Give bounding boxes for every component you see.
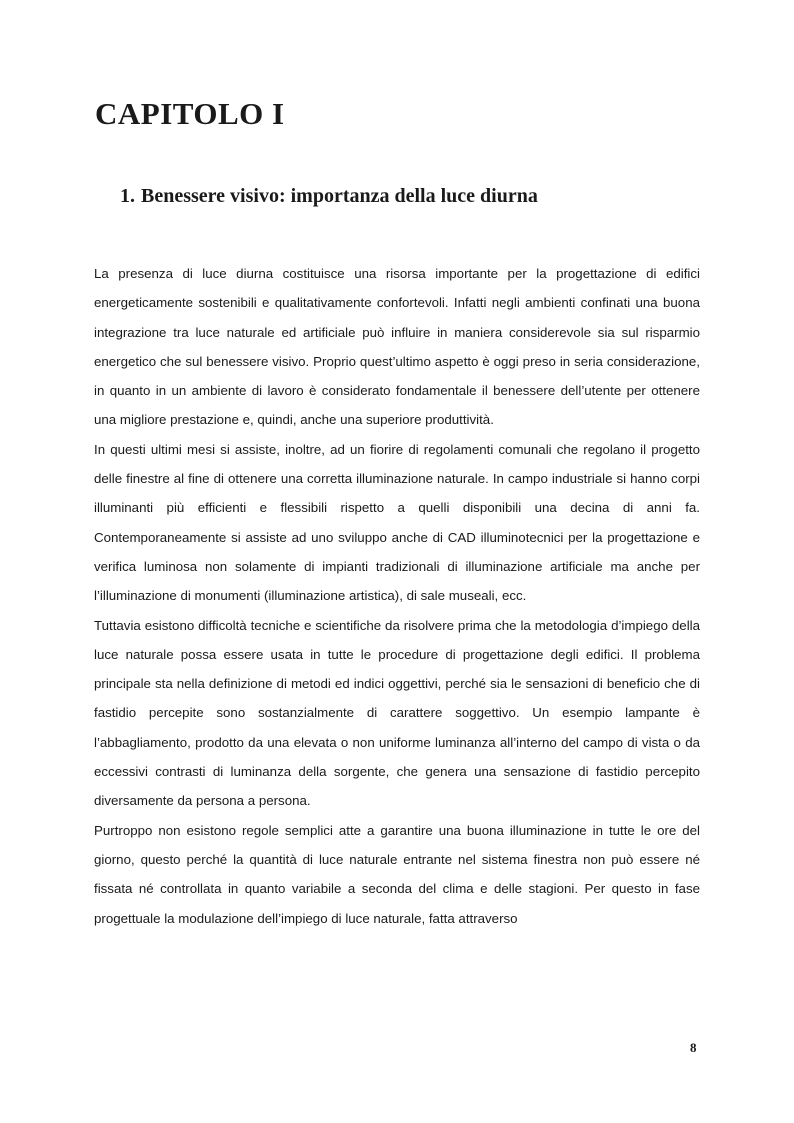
page-number: 8 [690, 1040, 697, 1055]
paragraph: Tuttavia esistono difficoltà tecniche e scientifiche da risolvere prima che la metodologia d’impiego della luce naturale possa essere usata in tutte le procedure di progettazione degli edifici. Il problema principale sta nella definizione di metodi ed indici oggettivi, perché sia le sensazioni di beneficio che di fastidio percepite sono sostanzialmente di carattere soggettivo. Un esempio lampante è l’abbagliamento, prodotto da una elevata o non uniforme luminanza all’interno del campo di vista o da eccessivi contrasti di luminanza della sorgente, che genera una sensazione di fastidio percepito diversamente da persona a persona. [94, 617, 700, 809]
chapter-title: CAPITOLO I [95, 96, 285, 131]
section-number: 1. [120, 185, 135, 207]
paragraph: La presenza di luce diurna costituisce una risorsa importante per la progettazione di edifici energeticamente sostenibili e qualitativamente confortevoli. Infatti negli ambienti confinati una buona integrazione tra luce naturale ed artificiale può influire in maniera considerevole sia sul risparmio energetico che sul benessere visivo. Proprio quest’ultimo aspetto è oggi preso in seria considerazione, in quanto in un ambiente di lavoro è considerato fondamentale il benessere dell’utente per ottenere una migliore prestazione e, quindi, anche una superiore produttività. [94, 266, 700, 428]
section-heading [120, 185, 538, 208]
paragraph: In questi ultimi mesi si assiste, inoltre, ad un fiorire di regolamenti comunali che regolano il progetto delle finestre al fine di ottenere una corretta illuminazione naturale. In campo industriale si hanno corpi illuminanti più efficienti e flessibili rispetto a quelli disponibili una decina di anni fa. Contemporaneamente si assiste ad uno sviluppo anche di CAD illuminotecnici per la progettazione e verifica luminosa non solamente di impianti tradizionali di illuminazione artificiale ma anche per l’illuminazione di monumenti (illuminazione artistica), di sale museali, ecc. [94, 441, 700, 604]
paragraph: Purtroppo non esistono regole semplici atte a garantire una buona illuminazione in tutte le ore del giorno, questo perché la quantità di luce naturale entrante nel sistema finestra non può essere né fissata né controllata in quanto variabile a seconda del clima e delle stagioni. Per questo in fase progettuale la modulazione dell’impiego di luce naturale, fatta attraverso [94, 822, 700, 926]
section-title: Benessere visivo: importanza della luce diurna [141, 185, 538, 207]
body-text [94, 259, 700, 933]
